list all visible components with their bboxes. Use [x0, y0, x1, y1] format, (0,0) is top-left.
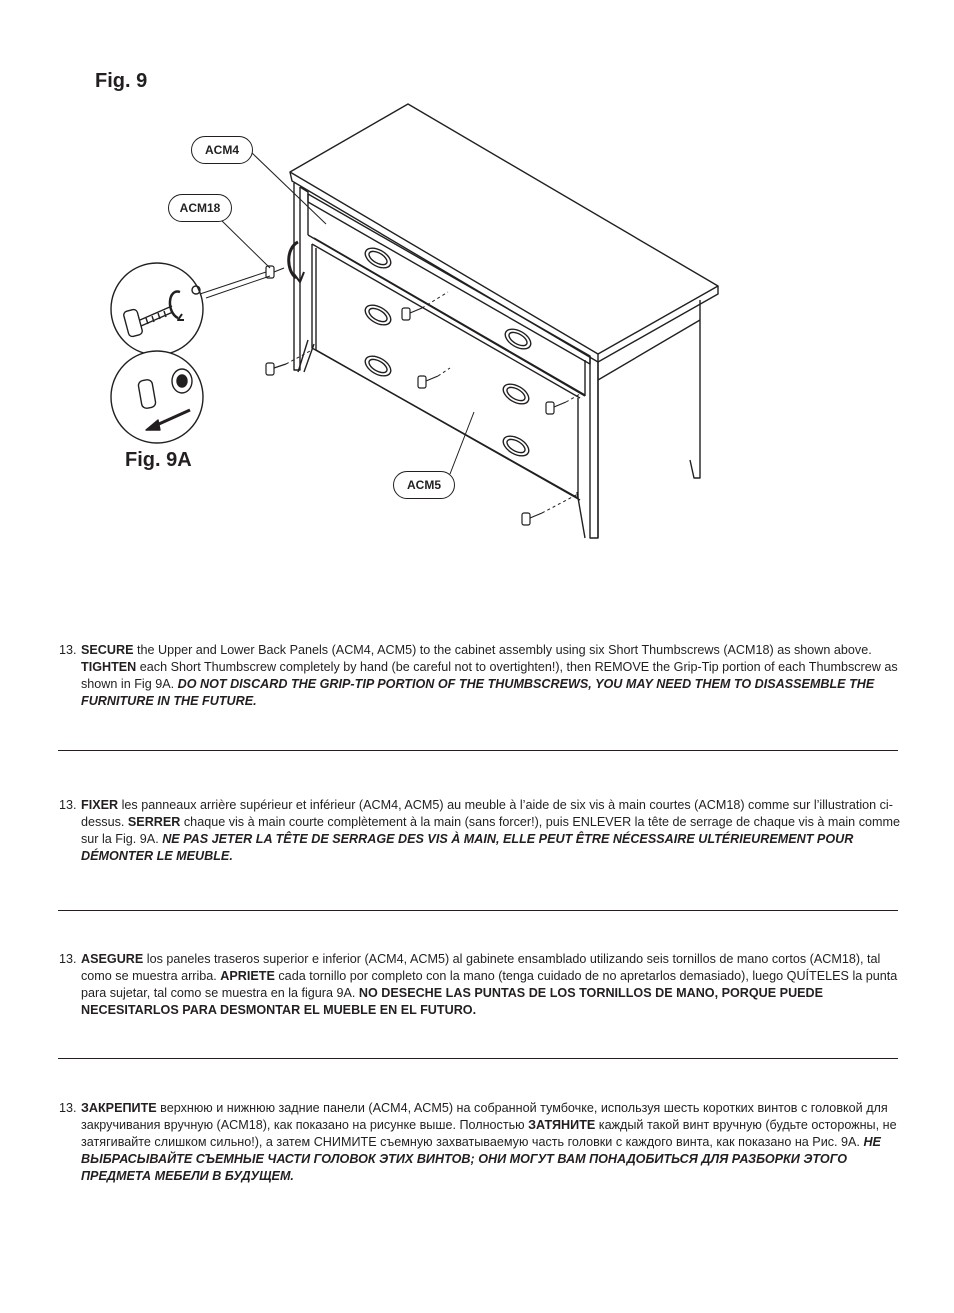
step-text-part-2: каждый такой винт вручную (будьте осторожны, не затягивайте слишком сильно!), а затем СНИМИТЕ съемную захватываемую часть головки с каждого винта, как показано на Рис. 9A.: [81, 1118, 897, 1149]
step-text: [81, 797, 901, 865]
callout-acm5: ACM5: [393, 471, 455, 499]
step-second-verb: SERRER: [127, 815, 181, 829]
instruction-step-english: [59, 642, 901, 710]
section-divider: [58, 910, 898, 911]
step-text: [81, 951, 901, 1019]
instruction-step-french: [59, 797, 901, 865]
rotate-arrow-icon: [289, 242, 304, 282]
step-text-part-2: cada tornillo por completo con la mano (tenga cuidado de no apretarlos demasiado), luego QUÍTELES la punta para sujetar, tal como se muestra en la figura 9A.: [81, 969, 898, 1000]
step-second-verb: ЗАТЯНИТЕ: [528, 1118, 596, 1132]
section-divider: [58, 750, 898, 751]
step-second-verb: APRIETE: [220, 969, 275, 983]
step-second-verb: TIGHTEN: [81, 660, 137, 674]
step-warning: NO DESECHE LAS PUNTAS DE LOS TORNILLOS DE MANO, PORQUE PUEDE NECESITARLOS PARA DESMONTAR EL MUEBLE EN EL FUTURO.: [81, 986, 824, 1017]
step-text-part-1: los paneles traseros superior e inferior (ACM4, ACM5) al gabinete ensamblado utilizando seis tornillos de mano cortos (ACM18), tal como se muestra arriba.: [81, 952, 881, 983]
instruction-step-spanish: [59, 951, 901, 1019]
instruction-step-russian: [59, 1100, 901, 1185]
step-warning: НЕ ВЫБРАСЫВАЙТЕ СЪЕМНЫЕ ЧАСТИ ГОЛОВОК ЭТИХ ВИНТОВ; ОНИ МОГУТ ВАМ ПОНАДОБИТЬСЯ ДЛЯ РАЗБОРКИ ЭТОГО ПРЕДМЕТА МЕБЕЛИ В БУДУЩЕМ.: [81, 1135, 881, 1183]
detail-circle-top: [111, 263, 203, 355]
step-text-part-1: the Upper and Lower Back Panels (ACM4, ACM5) to the cabinet assembly using six Short Thumbscrews (ACM18) as shown above.: [133, 643, 872, 657]
callout-acm4: ACM4: [191, 136, 253, 164]
figure-9-label: Fig. 9: [95, 70, 148, 92]
figure-9a-label: Fig. 9A: [125, 449, 192, 471]
step-lead-verb: ЗАКРЕПИТЕ: [81, 1101, 157, 1115]
step-number: 13.: [59, 798, 77, 812]
step-warning: NE PAS JETER LA TÊTE DE SERRAGE DES VIS À MAIN, ELLE PEUT ÊTRE NÉCESSAIRE ULTÉRIEUREMENT POUR DÉMONTER LE MEUBLE.: [81, 832, 854, 863]
step-text-part-2: each Short Thumbscrew completely by hand (be careful not to overtighten!), then REMOVE the Grip-Tip portion of each Thumbscrew as shown in Fig 9A.: [81, 660, 898, 691]
step-text: [81, 642, 901, 710]
step-number: 13.: [59, 952, 77, 966]
step-text-part-1: les panneaux arrière supérieur et inférieur (ACM4, ACM5) au meuble à l’aide de six vis à main courtes (ACM18) comme sur l’illustration ci-dessus.: [81, 798, 893, 829]
callout-acm18: ACM18: [168, 194, 232, 222]
step-warning: DO NOT DISCARD THE GRIP-TIP PORTION OF THE THUMBSCREWS, YOU MAY NEED THEM TO DISASSEMBLE THE FURNITURE IN THE FUTURE.: [81, 677, 875, 708]
step-lead-verb: ASEGURE: [81, 952, 144, 966]
step-number: 13.: [59, 1101, 77, 1115]
section-divider: [58, 1058, 898, 1059]
step-text-part-2: chaque vis à main courte complètement à la main (sans forcer!), puis ENLEVER la tête de serrage de chaque vis à main comme sur la Fig. 9A.: [81, 815, 900, 846]
step-text: [81, 1100, 901, 1185]
cabinet-top: [290, 104, 718, 362]
step-number: 13.: [59, 643, 77, 657]
step-lead-verb: SECURE: [81, 643, 134, 657]
step-lead-verb: FIXER: [81, 798, 119, 812]
detail-circle-bottom: [111, 351, 203, 443]
step-text-part-1: верхнюю и нижнюю задние панели (ACM4, ACM5) на собранной тумбочке, используя шесть коротких винтов с головкой для закручивания вручную (ACM18), как показано на рисунке выше. Полностью: [81, 1101, 888, 1132]
